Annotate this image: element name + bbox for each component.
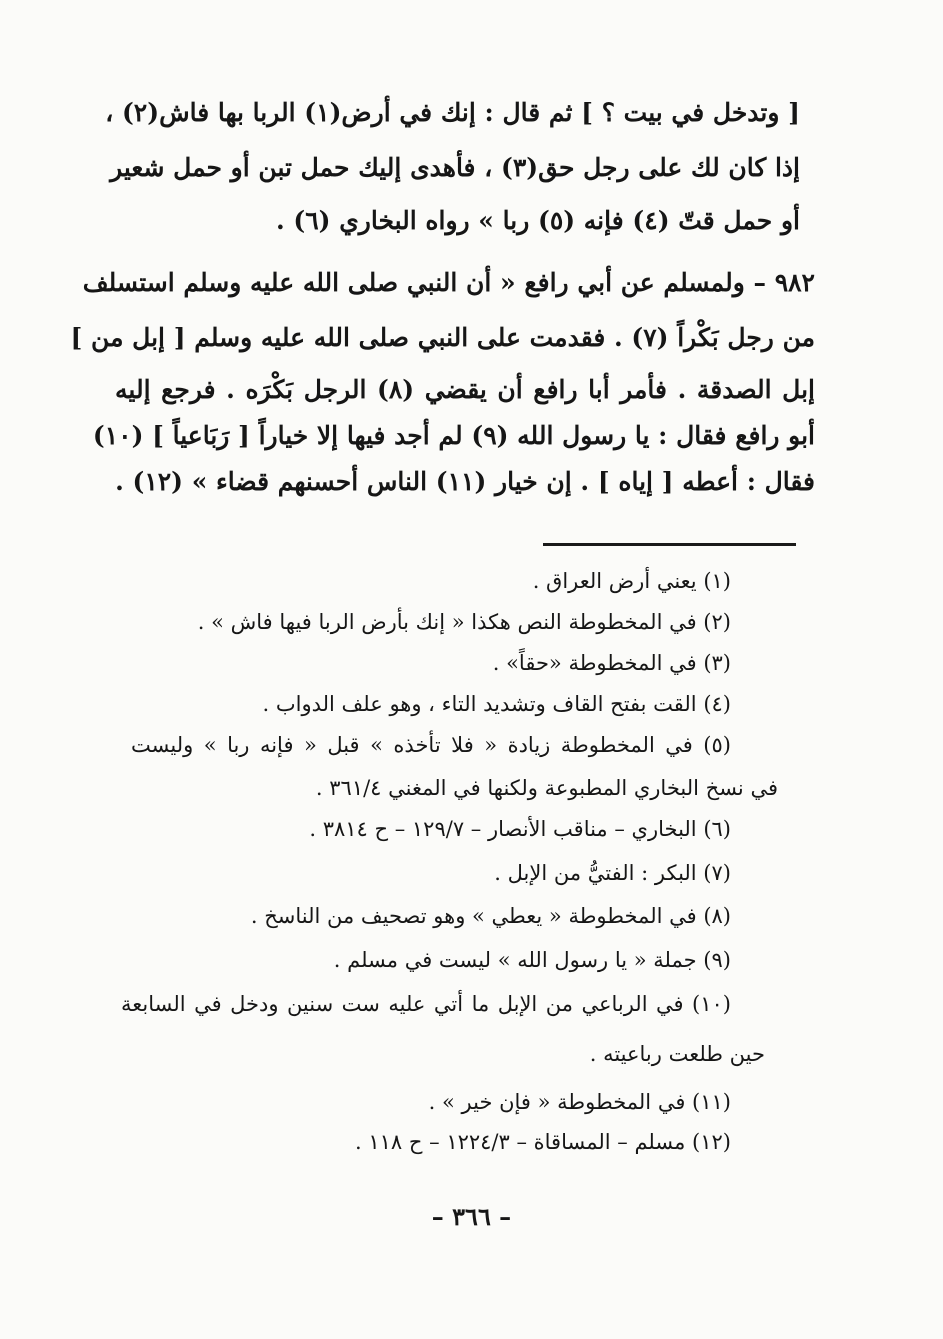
footnote-11: (١١) في المخطوطة « فإن خير » . [428, 1090, 731, 1114]
main-text-line-8: فقال : أعطه [ إياه ] . إن خيار (١١) الناس أحسنهم قضاء » (١٢) . [115, 467, 815, 496]
footnote-10: (١٠) في الرباعي من الإبل ما أتي عليه ست سنين ودخل في السابعة [121, 992, 731, 1016]
main-text-line-7: أبو رافع فقال : يا رسول الله (٩) لم أجد فيها إلا خياراً [ رَبَاعياً ] (١٠) [92, 421, 815, 450]
main-text-line-6: إبل الصدقة . فأمر أبا رافع أن يقضي (٨) الرجل بَكْرَه . فرجع إليه [115, 375, 815, 404]
footnote-12: (١٢) مسلم – المساقاة – ١٢٢٤/٣ – ح ١١٨ . [355, 1130, 731, 1154]
page-number: – ٣٦٦ – [431, 1202, 512, 1231]
main-text-line-1: [ وتدخل في بيت ؟ ] ثم قال : إنك في أرض(١) الربا بها فاش(٢) ، [105, 98, 800, 127]
footnote-7: (٧) البكر : الفتيُّ من الإبل . [494, 861, 731, 885]
footnote-separator [543, 543, 796, 546]
footnote-5-continued: في نسخ البخاري المطبوعة ولكنها في المغني ٣٦١/٤ . [315, 776, 778, 800]
footnote-9: (٩) جملة « يا رسول الله » ليست في مسلم . [333, 948, 731, 972]
footnote-6: (٦) البخاري – مناقب الأنصار – ١٢٩/٧ – ح ٣٨١٤ . [309, 817, 731, 841]
footnote-2: (٢) في المخطوطة النص هكذا « إنك بأرض الربا فيها فاش » . [197, 610, 731, 634]
footnote-1: (١) يعني أرض العراق . [532, 569, 731, 593]
footnote-8: (٨) في المخطوطة « يعطي » وهو تصحيف من الناسخ . [250, 904, 731, 928]
main-text-line-2: إذا كان لك على رجل حق(٣) ، فأهدى إليك حمل تبن أو حمل شعير [110, 153, 800, 182]
footnote-4: (٤) القت بفتح القاف وتشديد التاء ، وهو علف الدواب . [262, 692, 731, 716]
footnote-3: (٣) في المخطوطة «حقاً» . [492, 651, 731, 675]
footnote-5: (٥) في المخطوطة زيادة « فلا تأخذه » قبل « فإنه ربا » وليست [131, 733, 731, 757]
footnote-10-continued: حين طلعت رباعيته . [589, 1042, 765, 1066]
main-text-line-4: ٩٨٢ – ولمسلم عن أبي رافع « أن النبي صلى الله عليه وسلم استسلف [82, 268, 815, 297]
main-text-line-5: من رجل بَكْراً (٧) . فقدمت على النبي صلى الله عليه وسلم [ إبل من ] [70, 323, 815, 352]
main-text-line-3: أو حمل قتّ (٤) فإنه (٥) ربا » رواه البخاري (٦) . [275, 206, 800, 235]
